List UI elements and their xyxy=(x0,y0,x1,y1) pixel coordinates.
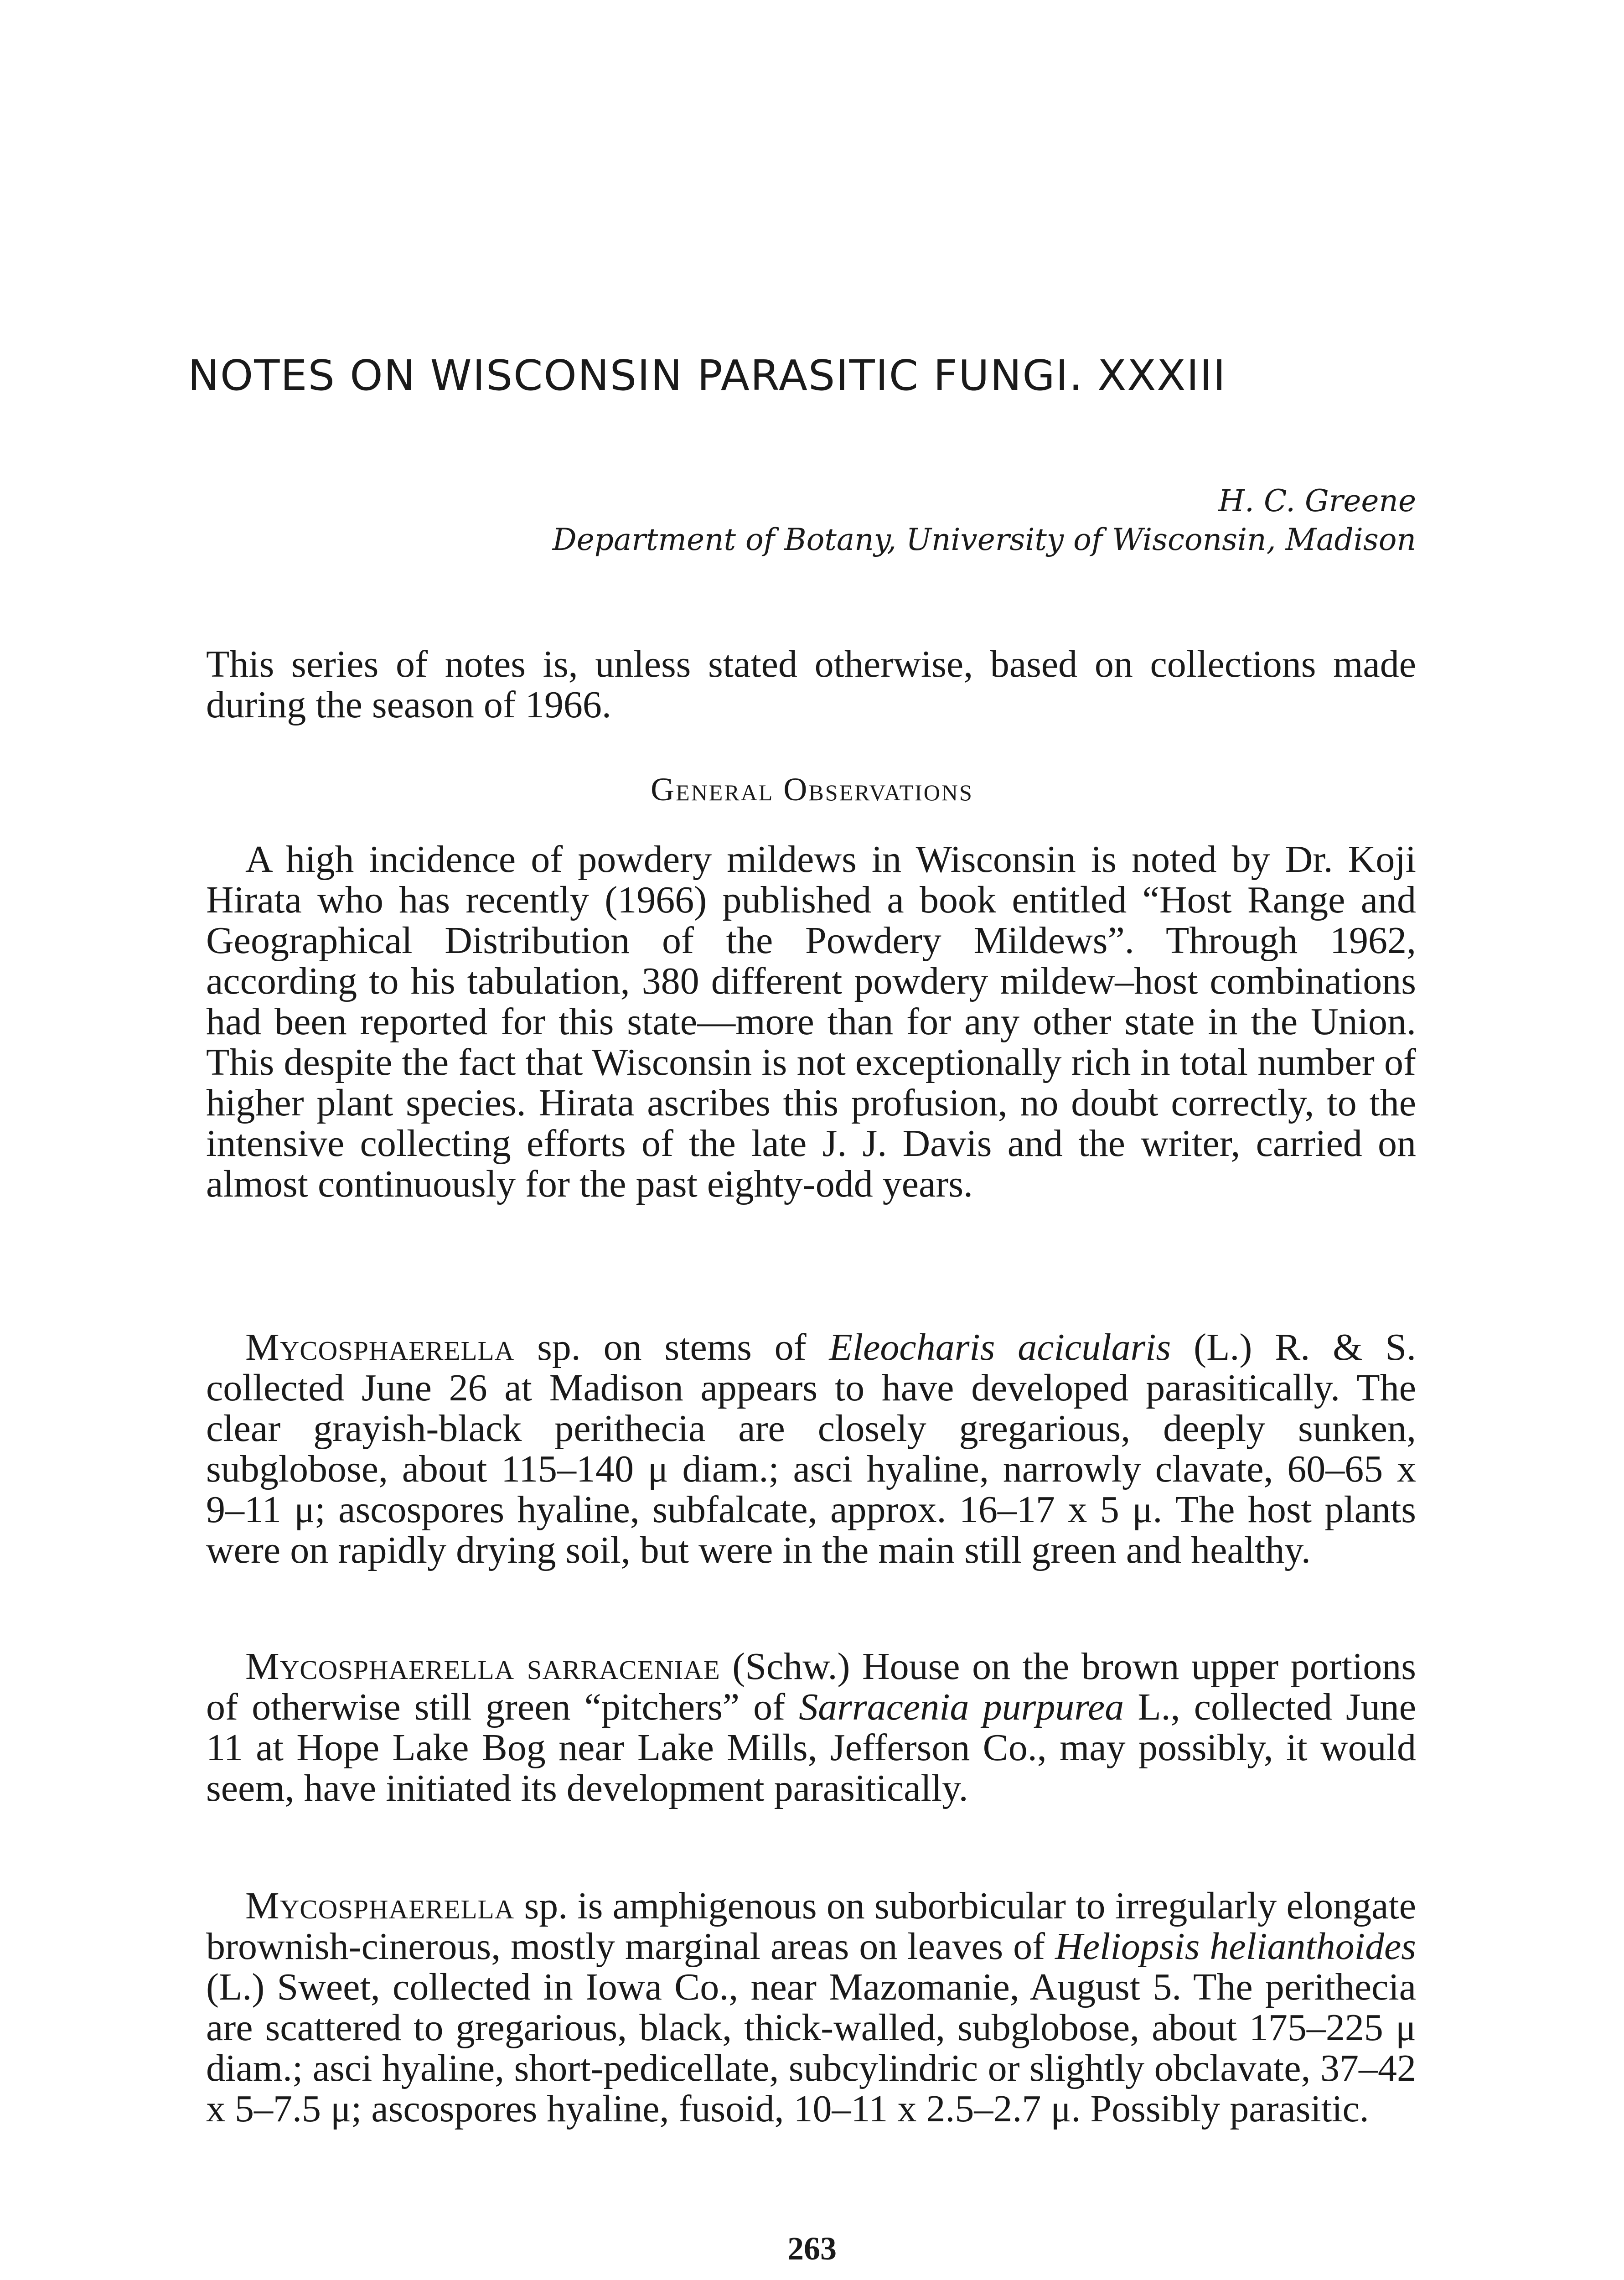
paragraph-text: (Schw.) House on the brown upper portions of otherwise still green “pitchers” of xyxy=(206,1645,1416,1728)
fungus-name: Mycosphaerella xyxy=(245,1326,515,1368)
mycosphaerella-heliopsis-paragraph xyxy=(206,1886,1416,2129)
host-name: Sarracenia purpurea xyxy=(799,1686,1124,1728)
paragraph-text: (L.) Sweet, collected in Iowa Co., near Mazomanie, August 5. The perithecia are scattered to gregarious, black, thick-walled, subglobose, about 175–225 μ diam.; asci hyaline, short-pedicellate, subcylindric or slightly obclavate, 37–42 x 5–7.5 μ; ascospores hyaline, fusoid, 10–11 x 2.5–2.7 μ. Possibly parasitic. xyxy=(206,1966,1416,2130)
general-observations-paragraph: A high incidence of powdery mildews in Wisconsin is noted by Dr. Koji Hirata who has recently (1966) published a book entitled “Host Range and Geographical Distribution of the Powdery Mildews”. Through 1962, according to his tabulation, 380 different powdery mildew–host combinations had been reported for this state—more than for any other state in the Union. This despite the fact that Wisconsin is not exceptionally rich in total number of higher plant species. Hirata ascribes this profusion, no doubt correctly, to the intensive collecting efforts of the late J. J. Davis and the writer, carried on almost continuously for the past eighty-odd years. xyxy=(206,838,1416,1205)
host-name: Heliopsis helianthoides xyxy=(1055,1925,1416,1968)
intro-paragraph: This series of notes is, unless stated otherwise, based on collections made during the season of 1966. xyxy=(206,643,1416,726)
article-title: NOTES ON WISCONSIN PARASITIC FUNGI. XXXIII xyxy=(188,351,1226,400)
paragraph-text: (L.) R. & S. collected June 26 at Madison appears to have developed parasitically. The clear grayish-black perithecia are closely gregarious, deeply sunken, subglobose, about 115–140 μ diam.; asci hyaline, narrowly clavate, 60–65 x 9–11 μ; ascospores hyaline, subfalcate, approx. 16–17 x 5 μ. The host plants were on rapidly drying soil, but were in the main still green and healthy. xyxy=(206,1326,1417,1571)
fungus-name: Mycosphaerella sarraceniae xyxy=(245,1645,720,1688)
fungus-name: Mycosphaerella xyxy=(245,1885,515,1927)
host-name: Eleocharis acicularis xyxy=(829,1326,1171,1368)
paragraph-text: L., collected June 11 at Hope Lake Bog near Lake Mills, Jefferson Co., may possibly, it would seem, have initiated its development parasitically. xyxy=(206,1686,1416,1809)
paragraph-text: sp. is amphigenous on suborbicular to irregularly elongate brownish-cinerous, mostly marginal areas on leaves of xyxy=(206,1885,1416,1968)
paragraph-text: sp. on stems of xyxy=(514,1326,829,1368)
author-affiliation: Department of Botany, University of Wisconsin, Madison xyxy=(552,522,1416,557)
mycosphaerella-sarraceniae-paragraph xyxy=(206,1646,1416,1808)
mycosphaerella-eleocharis-paragraph xyxy=(206,1327,1416,1570)
section-heading: General Observations xyxy=(651,771,973,808)
author-name: H. C. Greene xyxy=(1218,483,1416,518)
page-number: 263 xyxy=(787,2230,837,2267)
